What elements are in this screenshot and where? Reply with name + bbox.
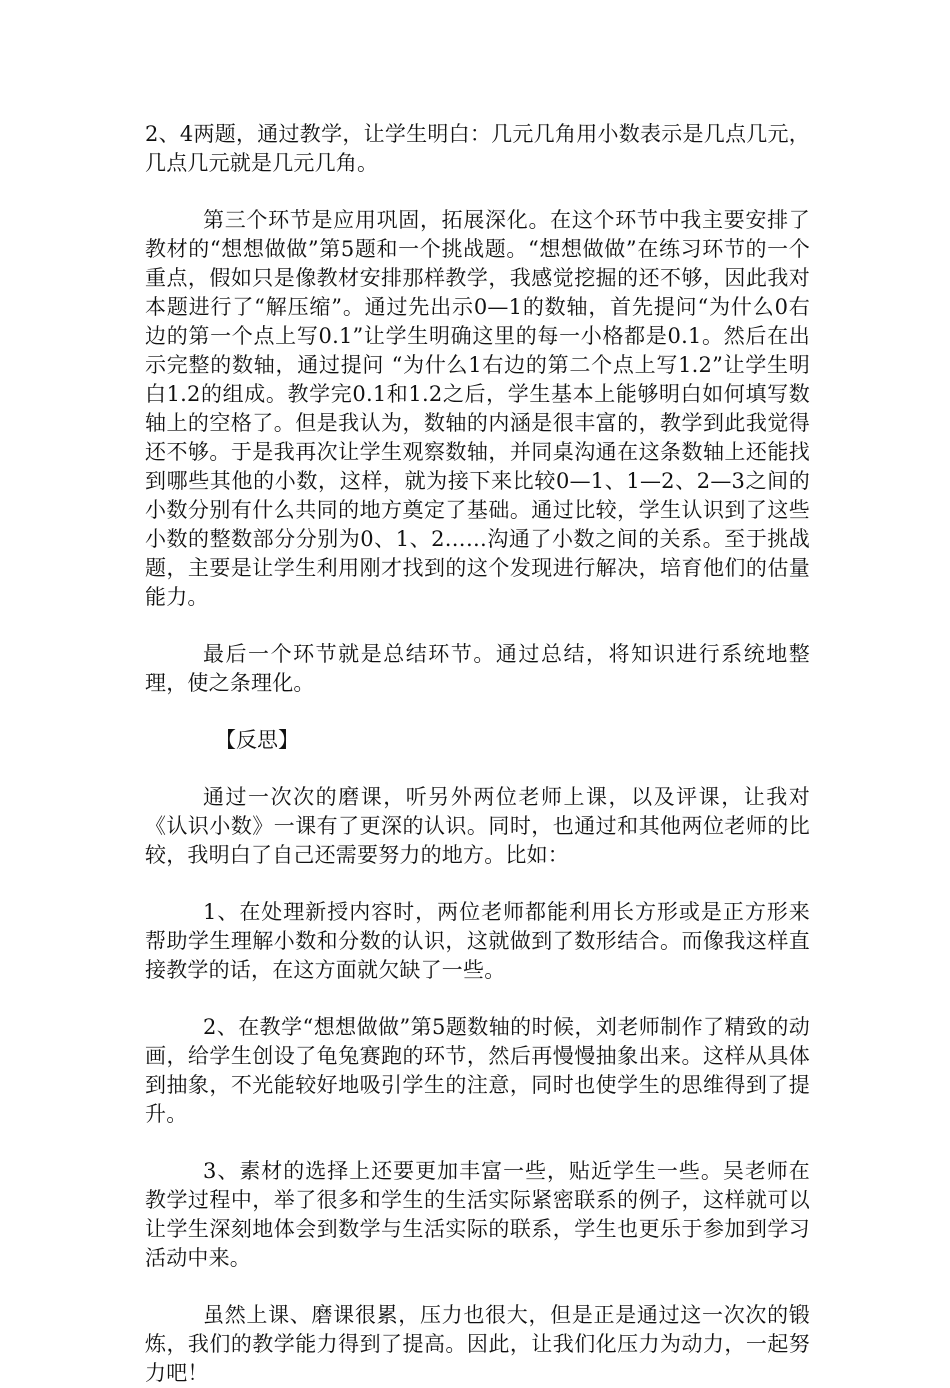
document-page xyxy=(145,120,810,1388)
paragraph-gap xyxy=(145,1129,810,1157)
paragraph-third-stage: 第三个环节是应用巩固，拓展深化。在这个环节中我主要安排了教材的“想想做做”第5题和一个挑战题。“想想做做”在练习环节的一个重点，假如只是像教材安排那样教学，我感觉挖掘的还不够，因此我对本题进行了“解压缩”。通过先出示0—1的数轴，首先提问“为什么0右边的第一个点上写0.1”让学生明确这里的每一小格都是0.1。然后在出示完整的数轴，通过提问 “为什么1右边的第二个点上写1.2”让学生明白1.2的组成。教学完0.1和1.2之后，学生基本上能够明白如何填写数轴上的空格了。但是我认为，数轴的内涵是很丰富的，教学到此我觉得还不够。于是我再次让学生观察数轴，并同桌沟通在这条数轴上还能找到哪些其他的小数，这样，就为接下来比较0—1、1—2、2—3之间的小数分别有什么共同的地方奠定了基础。通过比较，学生认识到了这些小数的整数部分分别为0、1、2……沟通了小数之间的关系。至于挑战题，主要是让学生利用刚才找到的这个发现进行解决，培育他们的估量能力。 xyxy=(145,208,810,609)
paragraph-gap xyxy=(145,755,810,783)
reflection-heading: 【反思】 xyxy=(215,728,299,752)
paragraph-point-2: 2、在教学“想想做做”第5题数轴的时候，刘老师制作了精致的动画，给学生创设了龟兔赛跑的环节，然后再慢慢抽象出来。这样从具体到抽象，不光能较好地吸引学生的注意，同时也使学生的思维得到了提升。 xyxy=(145,1015,810,1126)
paragraph-reflection-intro: 通过一次次的磨课，听另外两位老师上课，以及评课，让我对《认识小数》一课有了更深的认识。同时，也通过和其他两位老师的比较，我明白了自己还需要努力的地方。比如： xyxy=(145,785,810,867)
paragraph-point-1: 1、在处理新授内容时，两位老师都能利用长方形或是正方形来帮助学生理解小数和分数的认识，这就做到了数形结合。而像我这样直接教学的话，在这方面就欠缺了一些。 xyxy=(145,900,810,982)
paragraph-gap xyxy=(145,178,810,206)
paragraph-gap xyxy=(145,870,810,898)
paragraph-gap xyxy=(145,612,810,640)
paragraph-continuation: 2、4两题，通过教学，让学生明白：几元几角用小数表示是几点几元，几点几元就是几元几角。 xyxy=(145,122,810,175)
paragraph-final-stage: 最后一个环节就是总结环节。通过总结，将知识进行系统地整理，使之条理化。 xyxy=(145,642,810,695)
paragraph-gap xyxy=(145,698,810,726)
paragraph-gap xyxy=(145,1273,810,1301)
paragraph-gap xyxy=(145,985,810,1013)
paragraph-point-3: 3、素材的选择上还要更加丰富一些，贴近学生一些。吴老师在教学过程中，举了很多和学生的生活实际紧密联系的例子，这样就可以让学生深刻地体会到数学与生活实际的联系，学生也更乐于参加到学习活动中来。 xyxy=(145,1159,810,1270)
paragraph-conclusion: 虽然上课、磨课很累，压力也很大，但是正是通过这一次次的锻炼，我们的教学能力得到了提高。因此，让我们化压力为动力，一起努力吧！ xyxy=(145,1303,810,1385)
